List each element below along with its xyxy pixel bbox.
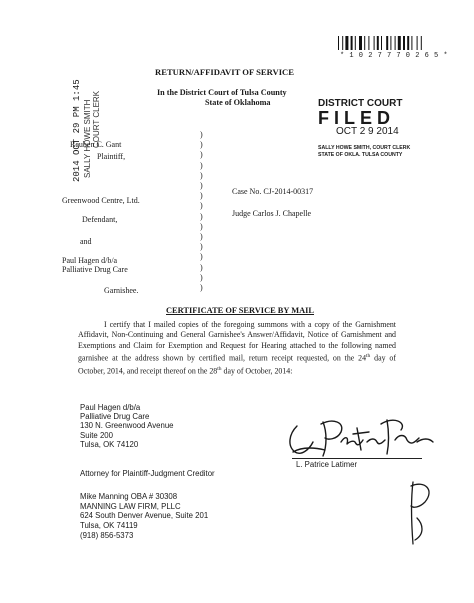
and-word: and xyxy=(80,237,92,246)
caption-brackets: ) ) ) ) ) ) ) ) ) ) ) ) ) ) ) ) xyxy=(200,130,203,293)
certificate-title: CERTIFICATE OF SERVICE BY MAIL xyxy=(166,306,315,315)
attorney-line: MANNING LAW FIRM, PLLC xyxy=(80,502,181,511)
vertical-clerk-stamp: SALLY HOWE SMITH xyxy=(83,99,92,178)
garnishee-role: Garnishee. xyxy=(104,286,139,295)
court-name: In the District Court of Tulsa County xyxy=(157,88,287,97)
signature-line xyxy=(292,458,422,459)
certificate-body-part-3: day of October, 2014: xyxy=(221,366,293,376)
court-state: State of Oklahoma xyxy=(205,98,271,107)
address-line: Tulsa, OK 74120 xyxy=(80,440,139,449)
ordinal-suffix: th xyxy=(366,352,371,359)
defendant-role: Defendant, xyxy=(82,215,118,224)
filed-stamp-court: DISTRICT COURT xyxy=(318,98,403,109)
certificate-body-part-1: I certify that I mailed copies of the foregoing summons with a copy of the Garnishment Affidavit, Non-Continuing and General Garnishee's Answer/Affidavit, Notice of Garnishment and Exemptions and Claim for Exemption and Request for Hearing attached to the following named garnishee at the address shown by certified mail, return receipt requested, on the 24 xyxy=(78,320,396,363)
certificate-body-part-2: day of October, 2014, and receipt thereof on the 28 xyxy=(78,353,396,376)
attorney-line: 624 South Denver Avenue, Suite 201 xyxy=(80,511,209,520)
handwritten-initial xyxy=(395,478,437,550)
ordinal-suffix: th xyxy=(217,365,222,372)
defendant-name: Greenwood Centre, Ltd. xyxy=(62,196,140,205)
attorney-line: Tulsa, OK 74119 xyxy=(80,521,138,530)
filed-stamp-date: OCT 2 9 2014 xyxy=(336,126,399,137)
address-line: 130 N. Greenwood Avenue xyxy=(80,421,174,430)
case-number: Case No. CJ-2014-00317 xyxy=(232,187,314,196)
vertical-clerk-title: COURT CLERK xyxy=(92,90,101,148)
address-line: Paul Hagen d/b/a xyxy=(80,403,141,412)
address-line: Suite 200 xyxy=(80,431,113,440)
attorney-line: (918) 856-5373 xyxy=(80,531,134,540)
barcode xyxy=(338,36,440,50)
barcode-number: * 1 0 2 7 7 7 0 2 6 5 * xyxy=(340,52,449,60)
filed-stamp-clerk: SALLY HOWE SMITH, COURT CLERK xyxy=(318,145,411,151)
filed-stamp-status: FILED xyxy=(318,108,395,128)
garnishee-business: Palliative Drug Care xyxy=(62,265,128,274)
address-line: Palliative Drug Care xyxy=(80,412,150,421)
document-title: RETURN/AFFIDAVIT OF SERVICE xyxy=(155,67,294,77)
certificate-body xyxy=(78,320,396,377)
plaintiff-name: Reuben C. Gant xyxy=(70,140,122,149)
garnishee-name: Paul Hagen d/b/a xyxy=(62,256,118,265)
filed-stamp-county: STATE OF OKLA. TULSA COUNTY xyxy=(318,152,403,158)
handwritten-signature xyxy=(283,412,443,460)
plaintiff-role: Plaintiff, xyxy=(97,152,126,161)
judge-name: Judge Carlos J. Chapelle xyxy=(232,209,312,218)
signer-name: L. Patrice Latimer xyxy=(296,460,358,469)
attorney-label: Attorney for Plaintiff-Judgment Creditor xyxy=(80,469,215,478)
vertical-time-stamp: 2014 OCT 29 PM 1:45 xyxy=(72,79,82,182)
attorney-line: Mike Manning OBA # 30308 xyxy=(80,492,178,501)
